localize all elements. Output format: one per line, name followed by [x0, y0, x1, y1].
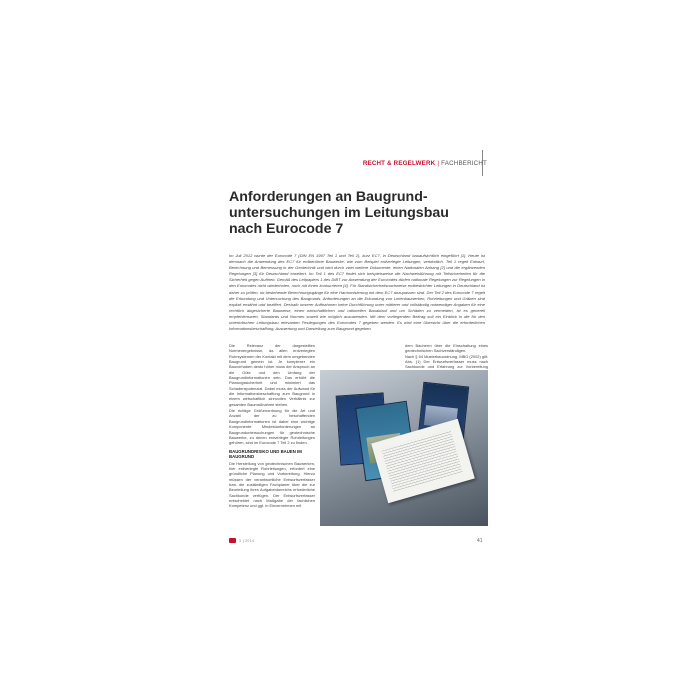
section-header: [363, 160, 487, 167]
body-paragraph: Die Herstellung von geotechnischen Bauwerken, hier erdverlegte Rohrleitungen, erfordert eine gründliche Planung und Vorbereitung. Hierzu müssen der verantwortliche Entwurfsverfasser bzw. die zuständigen Fachplaner über die zur Beurteilung ihres Aufgabenbereichs erforderliche Sachkunde verfügen. Der Entwurfsverfasser entscheidet nach Maßgabe der fachlichen Kompetenz und ggf. in Einvernehmen mit: [229, 460, 315, 509]
eurocode-books-photo: [320, 370, 488, 526]
section-subhead: BAUGRUNDRISIKO UND BAUEN IM BAUGRUND: [229, 448, 302, 460]
body-paragraph: Nach § 54 Musterbauordnung, MBO (2002) gilt: Abs. (1) Der Entwurfsverfasser muss nach Sachkunde und Erfahrung zur Vorbereitung: [405, 353, 488, 370]
title-line-1: Anforderungen an Baugrund-: [229, 189, 428, 205]
footer-brand: [229, 538, 254, 543]
title-line-2: untersuchungen im Leitungsbau: [229, 205, 449, 221]
section-type: FACHBERICHT: [441, 160, 487, 167]
body-column-1: [229, 343, 315, 510]
body-paragraph: dem Bauherrn über die Einschaltung eines geotechnischen Sachverständigen.: [405, 343, 488, 354]
body-paragraph: Die Relevanz der dargestellten Normenergebnisse, da allen erdverlegten Rohrsystemen der Kontakt mit dem umgebenden Baugrund gemein ist. Je komplexer ein Bauvorhaben desto höher muss der Anspruch an die Güte und den Umfang der Baugrundinformationen sein. Das erhöht die Planungssicherheit und minimiert das Schadenspotenzial. Dabei muss der Aufwand für die Informationsbeschaffung zum Baugrund in einem wirtschaftlich sinnvollen Verhältnis zur gesamten Baumaßnahme stehen.: [229, 343, 315, 407]
section-category: RECHT & REGELWERK: [362, 160, 436, 167]
article-intro: Im Juli 2012 wurde der Eurocode 7 (DIN EN 1997 Teil 1 und Teil 2), kurz EC7, in Deutschland bauaufsichtlich eingeführt [1]. Heute ist demnach die Anwendung des EC7 für erdberührte Bauwerke, wie zum Beispiel erdverlegte Leitungen, verbindlich. Teil 1 regelt Entwurf, Berechnung und Bemessung in der Geotechnik und wird durch zwei weitere Dokumente, einen Nationalen Anhang [2] und die ergänzenden Regelungen [3] für Deutschland erweitert. Im Teil 1 des EC7 findet sich beispielsweise die Nachweisführung mit Teilsicherheiten für die Sicherheit gegen Auftrieb. Gemäß des Leitpapiers 1 des DIBT zur Anwendung der Eurocodes dürfen nationale Regelungen zur Regelungen in den Eurocodes nicht wiederholen, noch mit ihnen konkurrieren [4]. Für Standsicherheitsnachweise erdbestrichter Leitungen in Deutschland ist daher zu prüfen, ob bestehende Berechnungsgänge für eine Harmonisierung mit dem EC7 anzupassen sind. Der Teil 2 des Eurocode 7 regelt die Erkundung und Untersuchung des Baugrunds. Anforderungen an die Erkundung von Linienbauwerken, Rohrleitungen und Gräben sind explizit erwähnt und beziffert. Deshalb unserer Auffnahmen keine Durchführung unter mittlerer und vollständig notwendiger Angaben für eine rechtlich abgesicherte Bauweise, einen wirtschaftlichen und rationellen Bauablauf und um Schäden zu vermeiden, ist es generell empfehlenswert, Standards und Normen soweit wie möglich anzuwenden. Mit dem vorliegenden Beitrag soll ein Einblick in die für den unterirdischen Leitungsbau relevanten Festlegungen des Eurocodes 7 gegeben werden. Es wird eine Übersicht über die erforderlichen Informationsbeschaffung, Auswertung und Darstellung zum Baugrund gegeben.: [229, 253, 485, 332]
article-title: [229, 189, 489, 237]
body-paragraph: Die richtige Größenordnung für die Art und Anzahl der zu beschaffenden Baugrundinformationen ist dabei eine wichtige Komponente. Mindestanforderungen an Baugrunduntersuchungen für geotechnische Bauwerke, zu denen erdverlegte Rohrleitungen gehören, sind im Eurocode 7 Teil 2 zu finden.: [229, 408, 315, 446]
publisher-logo-icon: [229, 538, 236, 543]
title-line-3: nach Eurocode 7: [229, 221, 344, 237]
issue-number: 3 | 2014: [239, 538, 255, 543]
page-number: 41: [477, 538, 483, 544]
section-separator: |: [437, 160, 440, 167]
